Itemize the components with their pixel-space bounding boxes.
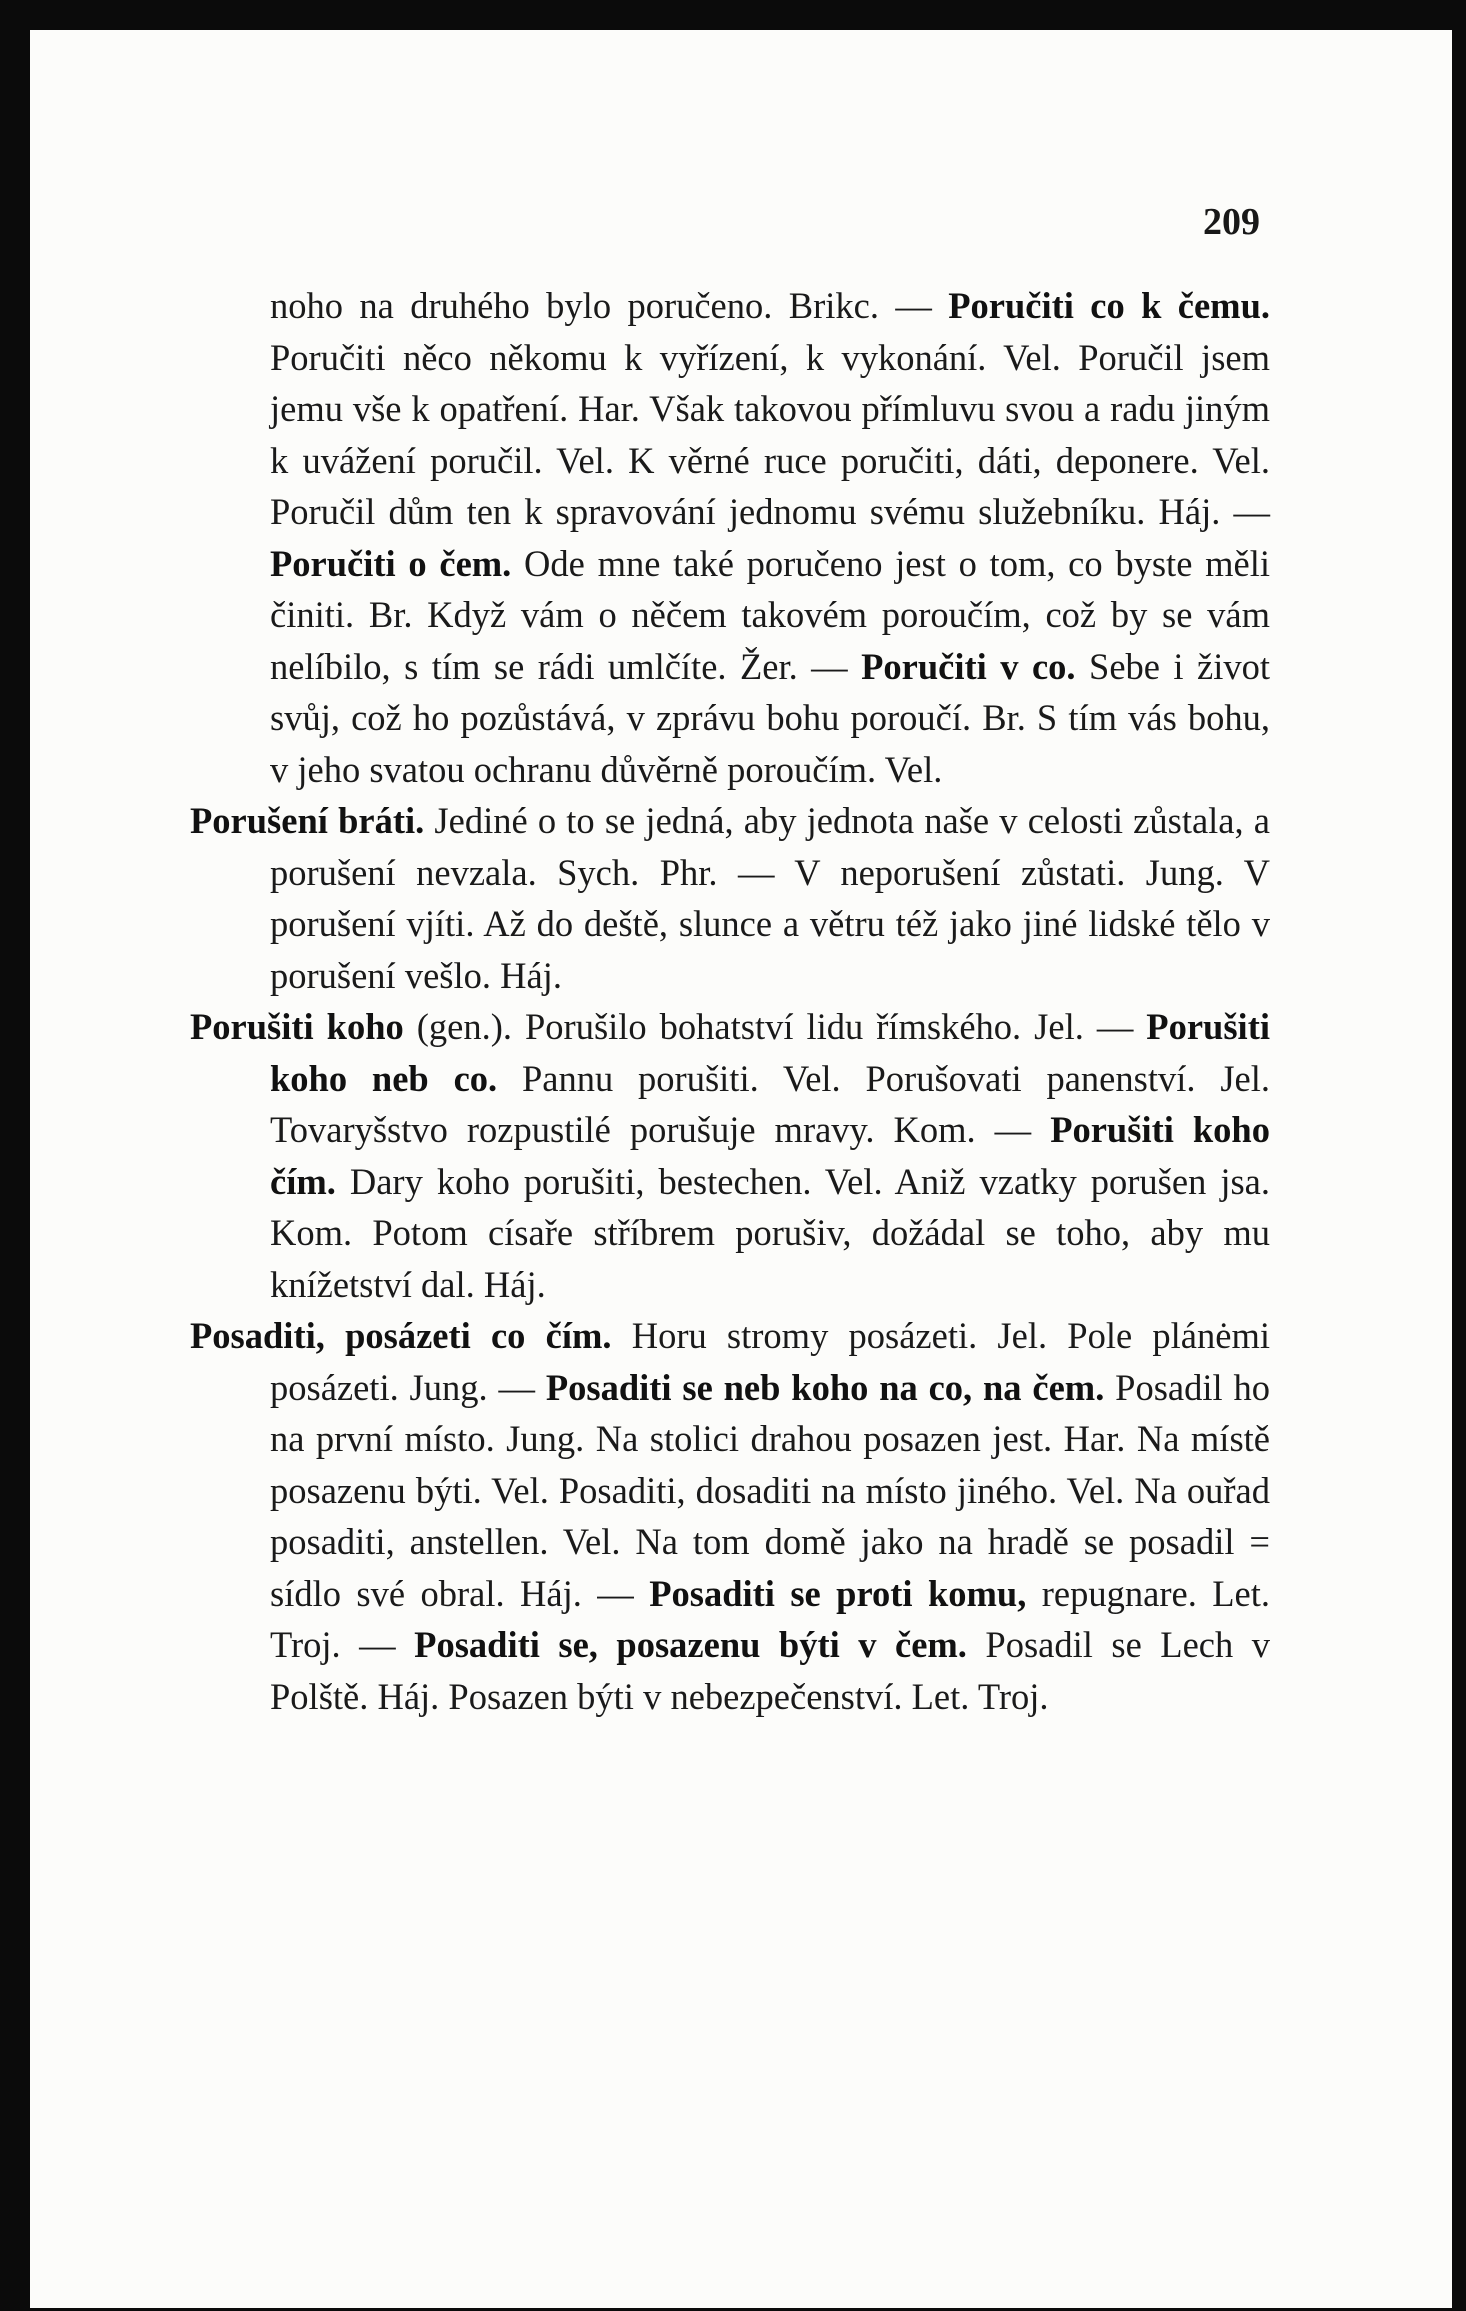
book-binding-edge [0, 0, 30, 2311]
page-number: 209 [1203, 201, 1260, 243]
entry-text: Jediné o to se jedná, aby jednota naše v celosti zůstala, a porušení nevzala. Sych. Phr. — V neporušení zůstati. Jung. V porušení vjíti. Až do deště, slunce a větru též jako jiné lidské tělo v porušení vešlo. Háj. [270, 800, 1271, 996]
entry-text: Pannu porušiti. Vel. Porušovati panenství. Jel. Tovaryšstvo rozpustilé porušuje mravy. Kom. — [270, 1057, 1270, 1150]
dictionary-entry [190, 1001, 1270, 1310]
headword-phrase: Posaditi se proti komu, [649, 1572, 1027, 1614]
entry-text: Horu stromy posázeti. Jel. Pole plánėmi posázeti. Jung. — [270, 1315, 1270, 1408]
headword-phrase: Posaditi se neb koho na co, na čem. [545, 1366, 1105, 1408]
entry-text: (gen.). Porušilo bohatství lidu římského. Jel. — [403, 1006, 1147, 1047]
headword-phrase: Poručiti o čem. [270, 542, 512, 584]
entry-text: Ode mne také poručeno jest o tom, co byste měli činiti. Br. Když vám o něčem takovém poroučím, což by se vám nelíbilo, s tím se rádi umlčíte. Žer. — [270, 542, 1270, 687]
entry-text: repugnare. Let. Troj. — [270, 1572, 1270, 1665]
dictionary-entry [190, 1310, 1270, 1722]
dictionary-entry [190, 795, 1270, 1001]
entry-text: noho na druhého bylo poručeno. Brikc. — [270, 285, 949, 326]
headword-phrase: Posaditi, posázeti co čím. [190, 1315, 612, 1356]
headword-phrase: Posaditi se, posazenu býti v čem. [414, 1624, 967, 1665]
headword-phrase: Poručiti v co. [861, 645, 1076, 687]
entry-text: Dary koho porušiti, bestechen. Vel. Aniž vzatky porušen jsa. Kom. Potom císaře stříbrem porušiv, dožádal se toho, aby mu knížetství dal. Háj. [270, 1160, 1270, 1305]
entry-text: Poručiti něco někomu k vyřízení, k vykonání. Vel. Poručil jsem jemu vše k opatření. Har. Však takovou přímluvu svou a radu jiným k uvážení poručil. Vel. K věrné ruce poručiti, dáti, deponere. Vel. Poručil dům ten k spravování jednomu svému služebníku. Háj. — [270, 336, 1270, 532]
headword-phrase: Porušení bráti. [190, 800, 425, 841]
entry-continuation [190, 280, 1270, 795]
headword-phrase: Porušiti koho neb co. [270, 1006, 1270, 1099]
book-page [30, 30, 1452, 2308]
headword-phrase: Porušiti koho čím. [270, 1109, 1270, 1202]
headword-phrase: Porušiti koho [190, 1006, 404, 1047]
dictionary-text [190, 280, 1270, 1722]
entry-text: Posadil ho na první místo. Jung. Na stolici drahou posazen jest. Har. Na místě posazenu býti. Vel. Posaditi, dosaditi na místo jiného. Vel. Na ouřad posaditi, anstellen. Vel. Na tom domě jako na hradě se posadil = sídlo své obral. Háj. — [270, 1366, 1270, 1614]
headword-phrase: Poručiti co k čemu. [948, 285, 1271, 326]
entry-text: Sebe i život svůj, což ho pozůstává, v zprávu bohu poroučí. Br. S tím vás bohu, v jeho svatou ochranu důvěrně poroučím. Vel. [270, 645, 1270, 790]
entry-text: Posadil se Lech v Polště. Háj. Posazen býti v nebezpečenství. Let. Troj. [270, 1624, 1270, 1717]
